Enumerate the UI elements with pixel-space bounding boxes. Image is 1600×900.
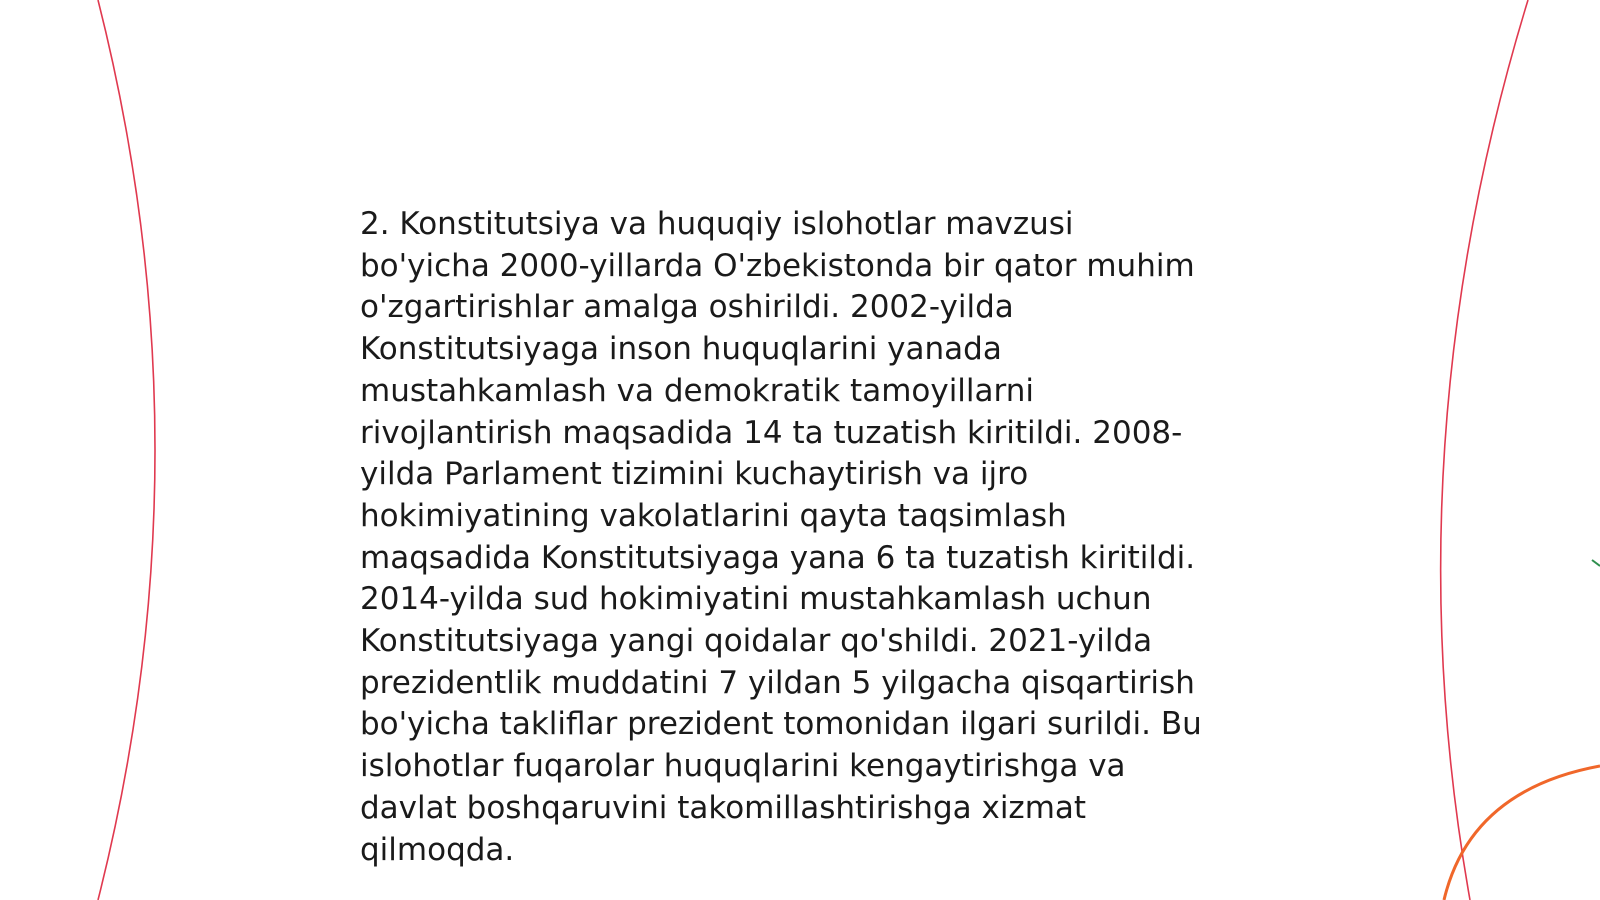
body-line: Konstitutsiyaga inson huquqlarini yanada [360, 331, 1002, 368]
body-line: rivojlantirish maqsadida 14 ta tuzatish kiritildi. 2008- [360, 414, 1183, 451]
right-arc-line [1441, 0, 1528, 900]
body-line: qilmoqda. [360, 831, 515, 868]
body-line: islohotlar fuqarolar huquqlarini kengaytirishga va [360, 748, 1126, 785]
body-line: o'zgartirishlar amalga oshirildi. 2002-yilda [360, 289, 1014, 326]
slide-body-text [360, 204, 1260, 871]
body-line: davlat boshqaruvini takomillashtirishga xizmat [360, 789, 1087, 826]
body-line: mustahkamlash va demokratik tamoyillarni [360, 372, 1034, 409]
body-line: bo'yicha takliflar prezident tomonidan ilgari surildi. Bu [360, 706, 1202, 743]
body-line: bo'yicha 2000-yillarda O'zbekistonda bir qator muhim [360, 247, 1195, 284]
corner-orange-arc [1444, 766, 1600, 900]
body-line: prezidentlik muddatini 7 yildan 5 yilgacha qisqartirish [360, 664, 1195, 701]
edge-green-mark [1592, 560, 1600, 566]
body-line: 2014-yilda sud hokimiyatini mustahkamlash uchun [360, 581, 1152, 618]
body-line: Konstitutsiyaga yangi qoidalar qo'shildi. 2021-yilda [360, 623, 1153, 660]
body-line: maqsadida Konstitutsiyaga yana 6 ta tuzatish kiritildi. [360, 539, 1196, 576]
left-arc-line [98, 0, 155, 900]
body-line: hokimiyatining vakolatlarini qayta taqsimlash [360, 497, 1067, 534]
body-line: yilda Parlament tizimini kuchaytirish va ijro [360, 456, 1029, 493]
body-line: 2. Konstitutsiya va huquqiy islohotlar mavzusi [360, 206, 1074, 242]
